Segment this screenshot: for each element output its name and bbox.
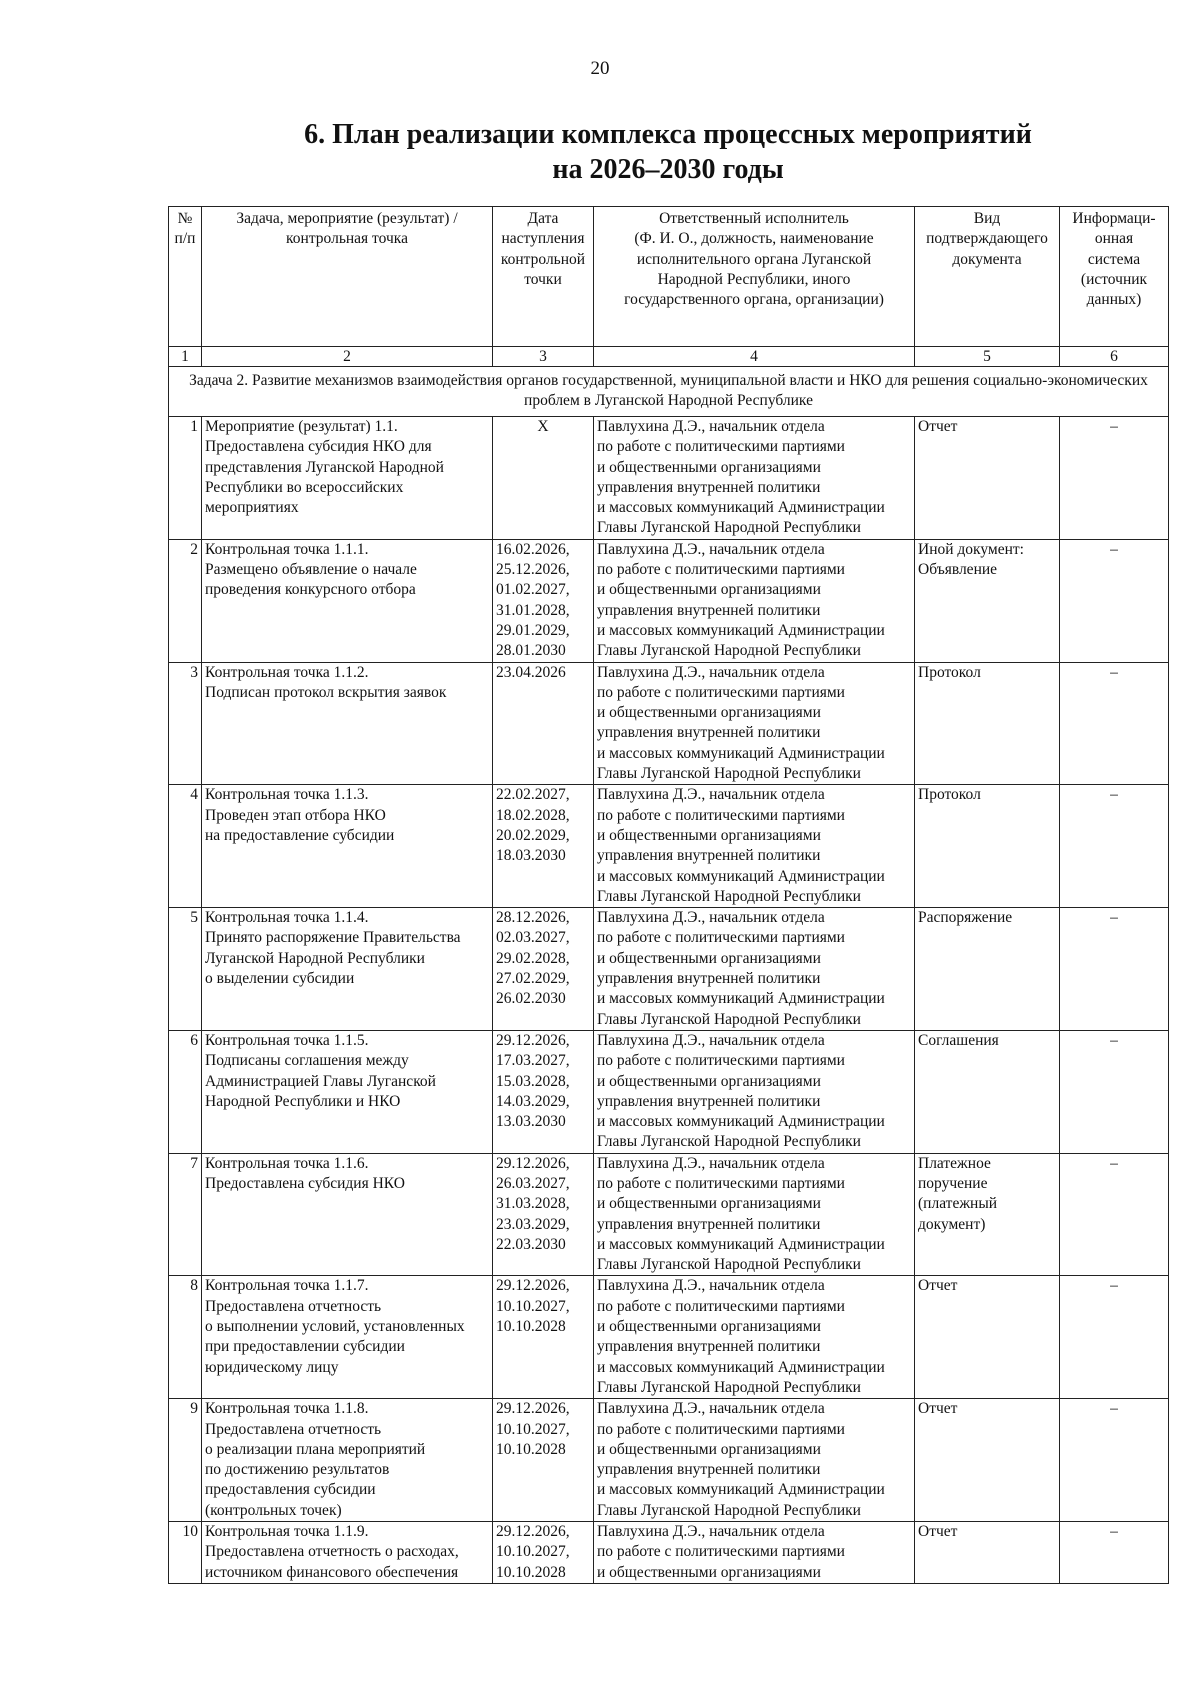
row-document: Иной документ: Объявление — [915, 539, 1060, 662]
row-responsible: Павлухина Д.Э., начальник отдела по работе с политическими партиями и общественными организациями управления внутренней политики и массовых коммуникаций Администрации Главы Луганской Народной Республики — [594, 1399, 915, 1522]
table-row — [169, 908, 1169, 1031]
row-responsible: Павлухина Д.Э., начальник отдела по работе с политическими партиями и общественными организациями управления внутренней политики и массовых коммуникаций Администрации Главы Луганской Народной Республики — [594, 785, 915, 908]
header-document: Вид подтверждающего документа — [915, 207, 1060, 347]
row-number: 9 — [169, 1399, 202, 1522]
table-row — [169, 785, 1169, 908]
row-task: Контрольная точка 1.1.7. Предоставлена отчетность о выполнении условий, установленных при предоставлении субсидии юридическому лицу — [202, 1276, 493, 1399]
page-title — [168, 117, 1168, 187]
row-system: – — [1060, 1153, 1169, 1276]
header-system: Информаци- онная система (источник данных) — [1060, 207, 1169, 347]
title-line-2: на 2026–2030 годы — [552, 154, 784, 185]
column-number: 6 — [1060, 347, 1169, 367]
row-number: 6 — [169, 1030, 202, 1153]
table-header-row — [169, 207, 1169, 347]
row-document: Отчет — [915, 417, 1060, 540]
column-numbers-row — [169, 347, 1169, 367]
column-number: 4 — [594, 347, 915, 367]
column-number: 3 — [493, 347, 594, 367]
column-number: 5 — [915, 347, 1060, 367]
row-number: 7 — [169, 1153, 202, 1276]
row-date: X — [493, 417, 594, 540]
row-document: Отчет — [915, 1276, 1060, 1399]
row-number: 5 — [169, 908, 202, 1031]
row-task: Контрольная точка 1.1.2. Подписан протокол вскрытия заявок — [202, 662, 493, 785]
row-task: Контрольная точка 1.1.6. Предоставлена субсидия НКО — [202, 1153, 493, 1276]
table-row — [169, 1399, 1169, 1522]
row-responsible: Павлухина Д.Э., начальник отдела по работе с политическими партиями и общественными организациями — [594, 1522, 915, 1584]
row-system: – — [1060, 539, 1169, 662]
row-system: – — [1060, 908, 1169, 1031]
row-responsible: Павлухина Д.Э., начальник отдела по работе с политическими партиями и общественными организациями управления внутренней политики и массовых коммуникаций Администрации Главы Луганской Народной Республики — [594, 1276, 915, 1399]
row-responsible: Павлухина Д.Э., начальник отдела по работе с политическими партиями и общественными организациями управления внутренней политики и массовых коммуникаций Администрации Главы Луганской Народной Республики — [594, 1030, 915, 1153]
header-task: Задача, мероприятие (результат) / контрольная точка — [202, 207, 493, 347]
row-document: Протокол — [915, 662, 1060, 785]
table-rows — [169, 417, 1169, 1584]
table-row — [169, 1030, 1169, 1153]
header-number: № п/п — [169, 207, 202, 347]
row-responsible: Павлухина Д.Э., начальник отдела по работе с политическими партиями и общественными организациями управления внутренней политики и массовых коммуникаций Администрации Главы Луганской Народной Республики — [594, 417, 915, 540]
row-number: 4 — [169, 785, 202, 908]
row-number: 3 — [169, 662, 202, 785]
row-document: Протокол — [915, 785, 1060, 908]
row-date: 28.12.2026, 02.03.2027, 29.02.2028, 27.02.2029, 26.02.2030 — [493, 908, 594, 1031]
row-system: – — [1060, 785, 1169, 908]
row-number: 1 — [169, 417, 202, 540]
row-responsible: Павлухина Д.Э., начальник отдела по работе с политическими партиями и общественными организациями управления внутренней политики и массовых коммуникаций Администрации Главы Луганской Народной Республики — [594, 1153, 915, 1276]
row-date: 23.04.2026 — [493, 662, 594, 785]
row-task: Контрольная точка 1.1.5. Подписаны соглашения между Администрацией Главы Луганской Народной Республики и НКО — [202, 1030, 493, 1153]
row-system: – — [1060, 1522, 1169, 1584]
row-task: Мероприятие (результат) 1.1. Предоставлена субсидия НКО для представления Луганской Народной Республики во всероссийских мероприятиях — [202, 417, 493, 540]
row-responsible: Павлухина Д.Э., начальник отдела по работе с политическими партиями и общественными организациями управления внутренней политики и массовых коммуникаций Администрации Главы Луганской Народной Республики — [594, 539, 915, 662]
page-number: 20 — [590, 58, 610, 79]
row-system: – — [1060, 417, 1169, 540]
column-number: 1 — [169, 347, 202, 367]
row-task: Контрольная точка 1.1.9. Предоставлена отчетность о расходах, источником финансового обеспечения — [202, 1522, 493, 1584]
row-date: 22.02.2027, 18.02.2028, 20.02.2029, 18.03.2030 — [493, 785, 594, 908]
row-date: 29.12.2026, 26.03.2027, 31.03.2028, 23.03.2029, 22.03.2030 — [493, 1153, 594, 1276]
row-date: 29.12.2026, 10.10.2027, 10.10.2028 — [493, 1276, 594, 1399]
table-row — [169, 662, 1169, 785]
row-number: 10 — [169, 1522, 202, 1584]
row-system: – — [1060, 1399, 1169, 1522]
row-date: 29.12.2026, 17.03.2027, 15.03.2028, 14.03.2029, 13.03.2030 — [493, 1030, 594, 1153]
row-date: 16.02.2026, 25.12.2026, 01.02.2027, 31.01.2028, 29.01.2029, 28.01.2030 — [493, 539, 594, 662]
row-date: 29.12.2026, 10.10.2027, 10.10.2028 — [493, 1399, 594, 1522]
row-task: Контрольная точка 1.1.1. Размещено объявление о начале проведения конкурсного отбора — [202, 539, 493, 662]
row-system: – — [1060, 1276, 1169, 1399]
table-row — [169, 1276, 1169, 1399]
title-line-1: 6. План реализации комплекса процессных мероприятий — [304, 119, 1032, 150]
task-heading: Задача 2. Развитие механизмов взаимодействия органов государственной, муниципальной власти и НКО для решения социально-экономических проблем в Луганской Народной Республике — [169, 367, 1169, 417]
row-date: 29.12.2026, 10.10.2027, 10.10.2028 — [493, 1522, 594, 1584]
plan-table — [168, 206, 1169, 1584]
row-task: Контрольная точка 1.1.4. Принято распоряжение Правительства Луганской Народной Республики о выделении субсидии — [202, 908, 493, 1031]
row-task: Контрольная точка 1.1.8. Предоставлена отчетность о реализации плана мероприятий по достижению результатов предоставления субсидии (контрольных точек) — [202, 1399, 493, 1522]
table-row — [169, 1153, 1169, 1276]
table-row — [169, 1522, 1169, 1584]
task-row — [169, 367, 1169, 417]
table-row — [169, 539, 1169, 662]
row-number: 2 — [169, 539, 202, 662]
row-document: Распоряжение — [915, 908, 1060, 1031]
row-system: – — [1060, 1030, 1169, 1153]
table-row — [169, 417, 1169, 540]
row-document: Платежное поручение (платежный документ) — [915, 1153, 1060, 1276]
row-task: Контрольная точка 1.1.3. Проведен этап отбора НКО на предоставление субсидии — [202, 785, 493, 908]
row-system: – — [1060, 662, 1169, 785]
row-responsible: Павлухина Д.Э., начальник отдела по работе с политическими партиями и общественными организациями управления внутренней политики и массовых коммуникаций Администрации Главы Луганской Народной Республики — [594, 908, 915, 1031]
column-number: 2 — [202, 347, 493, 367]
row-document: Отчет — [915, 1522, 1060, 1584]
header-date: Дата наступления контрольной точки — [493, 207, 594, 347]
row-responsible: Павлухина Д.Э., начальник отдела по работе с политическими партиями и общественными организациями управления внутренней политики и массовых коммуникаций Администрации Главы Луганской Народной Республики — [594, 662, 915, 785]
row-document: Соглашения — [915, 1030, 1060, 1153]
row-number: 8 — [169, 1276, 202, 1399]
row-document: Отчет — [915, 1399, 1060, 1522]
header-responsible: Ответственный исполнитель (Ф. И. О., должность, наименование исполнительного органа Луганской Народной Республики, иного государственного органа, организации) — [594, 207, 915, 347]
